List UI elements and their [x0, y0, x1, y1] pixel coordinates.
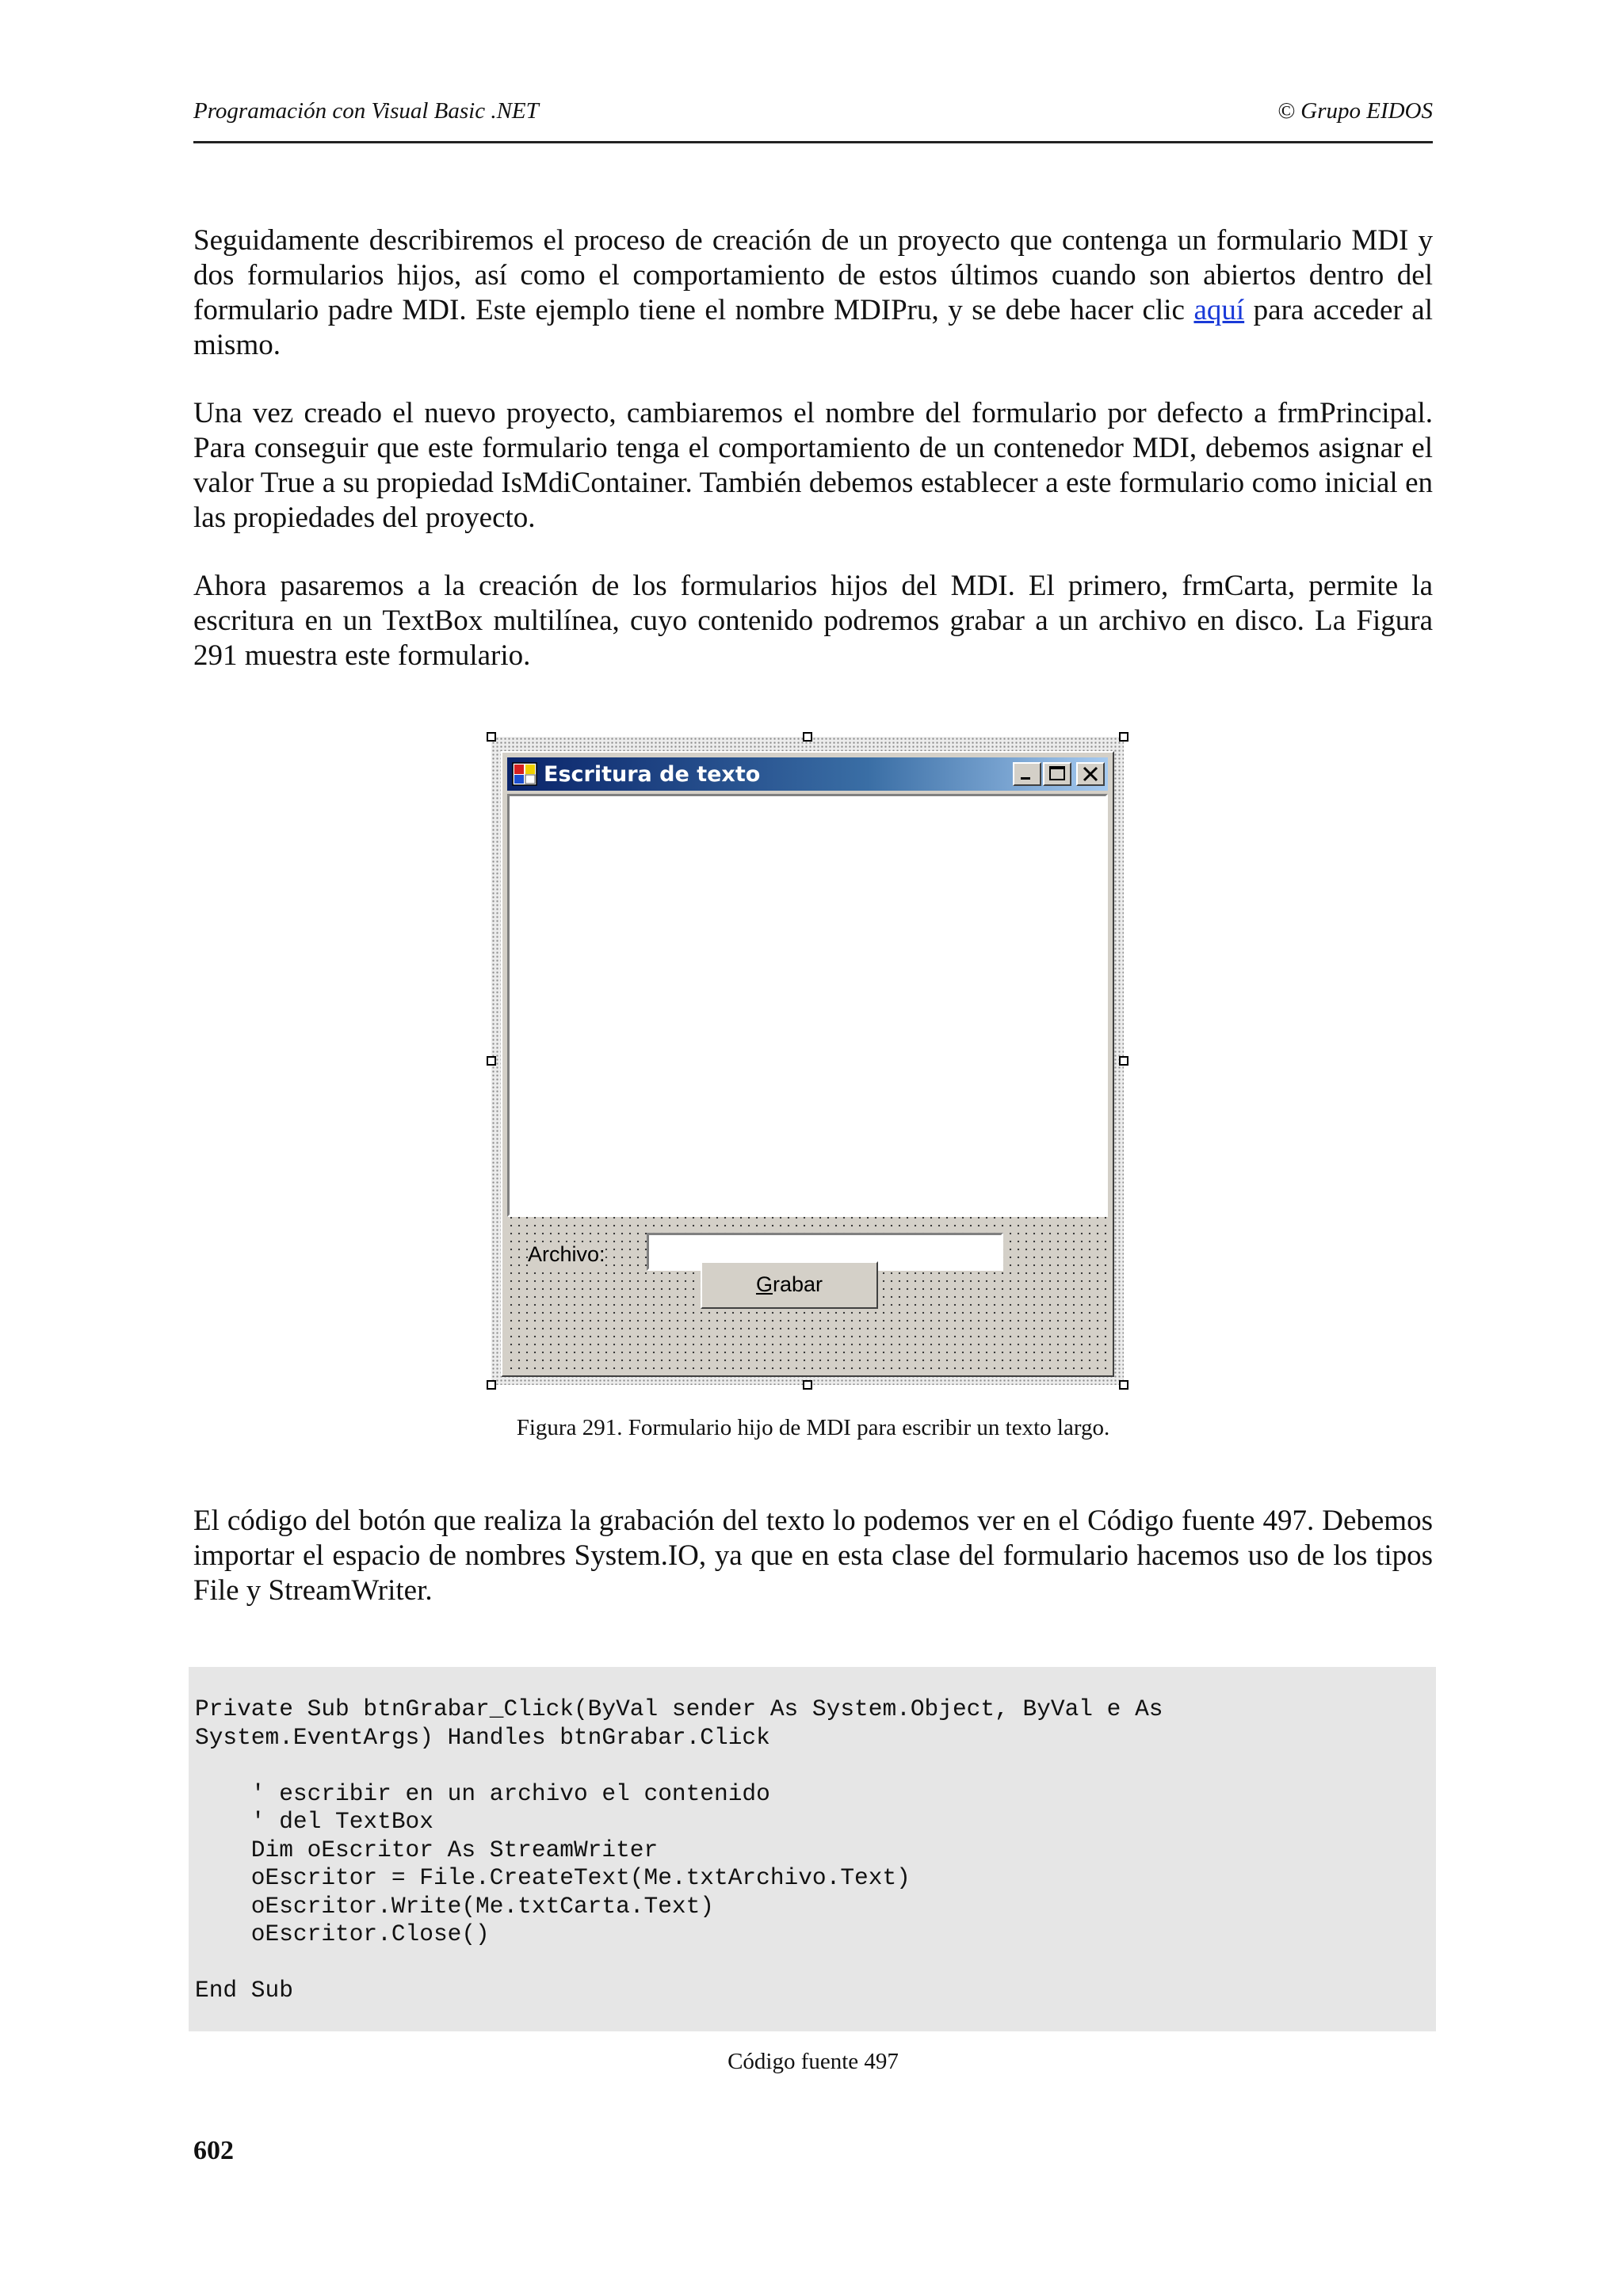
- close-icon: [1078, 764, 1103, 784]
- code-caption: Código fuente 497: [727, 2049, 899, 2074]
- resize-handle-left[interactable]: [487, 1056, 496, 1066]
- minimize-icon: [1014, 764, 1040, 784]
- paragraph-code-intro: El código del botón que realiza la grabación del texto lo podemos ver en el Código fuente 497. Debemos importar el espacio de nombres System.IO, ya que en esta clase del formulario hacemos uso de los tipos File y StreamWriter.: [193, 1505, 1433, 1607]
- maximize-icon: [1044, 764, 1070, 784]
- figure-caption: Figura 291. Formulario hijo de MDI para escribir un texto largo.: [516, 1415, 1110, 1440]
- archivo-label: Archivo:: [528, 1242, 605, 1266]
- form-client-area: [507, 794, 1108, 1371]
- maximize-button[interactable]: [1043, 762, 1071, 786]
- window-title: Escritura de texto: [544, 762, 761, 787]
- paragraph-mdi-container: Una vez creado el nuevo proyecto, cambiaremos el nombre del formulario por defecto a frmPrincipal. Para conseguir que este formulario tenga el comportamiento de un contenedor MDI, debemos asignar el valor True a su propiedad IsMdiContainer. También debemos establecer a este formulario como inicial en las propiedades del proyecto.: [193, 397, 1433, 534]
- code-listing: [189, 1667, 1436, 2031]
- window-titlebar[interactable]: [507, 757, 1108, 791]
- code-text: Private Sub btnGrabar_Click(ByVal sender As System.Object, ByVal e As System.EventArgs) Handles btnGrabar.Click ' escribir en un archivo el contenido ' del TextBox Dim oEscritor As StreamWriter oEscritor = File.CreateText(Me.txtArchivo.Text) oEscritor.Write(Me.txtCarta.Text) oEscritor.Close() End Sub: [195, 1695, 1163, 2004]
- resize-handle-right[interactable]: [1119, 1056, 1128, 1066]
- grabar-button-mnemonic: G: [755, 1272, 773, 1296]
- form-window: [501, 751, 1114, 1377]
- resize-handle-bottom-right[interactable]: [1119, 1380, 1128, 1390]
- resize-handle-top-left[interactable]: [487, 732, 496, 742]
- resize-handle-top[interactable]: [803, 732, 812, 742]
- running-header: [193, 95, 1433, 143]
- page-number: 602: [193, 2136, 234, 2165]
- grabar-button-label: rabar: [772, 1272, 823, 1296]
- paragraph-intro-text: Seguidamente describiremos el proceso de creación de un proyecto que contenga un formulario MDI y dos formularios hijos, así como el comportamiento de estos últimos cuando son abiertos dentro del formulario padre MDI. Este ejemplo tiene el nombre MDIPru, y se debe hacer clic: [193, 224, 1433, 326]
- header-book-title: Programación con Visual Basic .NET: [193, 98, 539, 124]
- close-button[interactable]: [1076, 762, 1105, 786]
- grabar-button[interactable]: [701, 1261, 878, 1309]
- paragraph-intro-tail: para acceder al mismo.: [193, 294, 1433, 361]
- minimize-button[interactable]: [1013, 762, 1041, 786]
- form-icon: [512, 762, 537, 786]
- resize-handle-top-right[interactable]: [1119, 732, 1128, 742]
- header-publisher: © Grupo EIDOS: [1277, 98, 1433, 124]
- resize-handle-bottom[interactable]: [803, 1380, 812, 1390]
- paragraph-child-forms: Ahora pasaremos a la creación de los formularios hijos del MDI. El primero, frmCarta, permite la escritura en un TextBox multilínea, cuyo contenido podremos grabar a un archivo en disco. La Figura 291 muestra este formulario.: [193, 570, 1433, 672]
- example-link[interactable]: aquí: [1193, 294, 1245, 326]
- carta-textbox[interactable]: [507, 794, 1108, 1217]
- paragraph-intro: [193, 223, 1433, 363]
- resize-handle-bottom-left[interactable]: [487, 1380, 496, 1390]
